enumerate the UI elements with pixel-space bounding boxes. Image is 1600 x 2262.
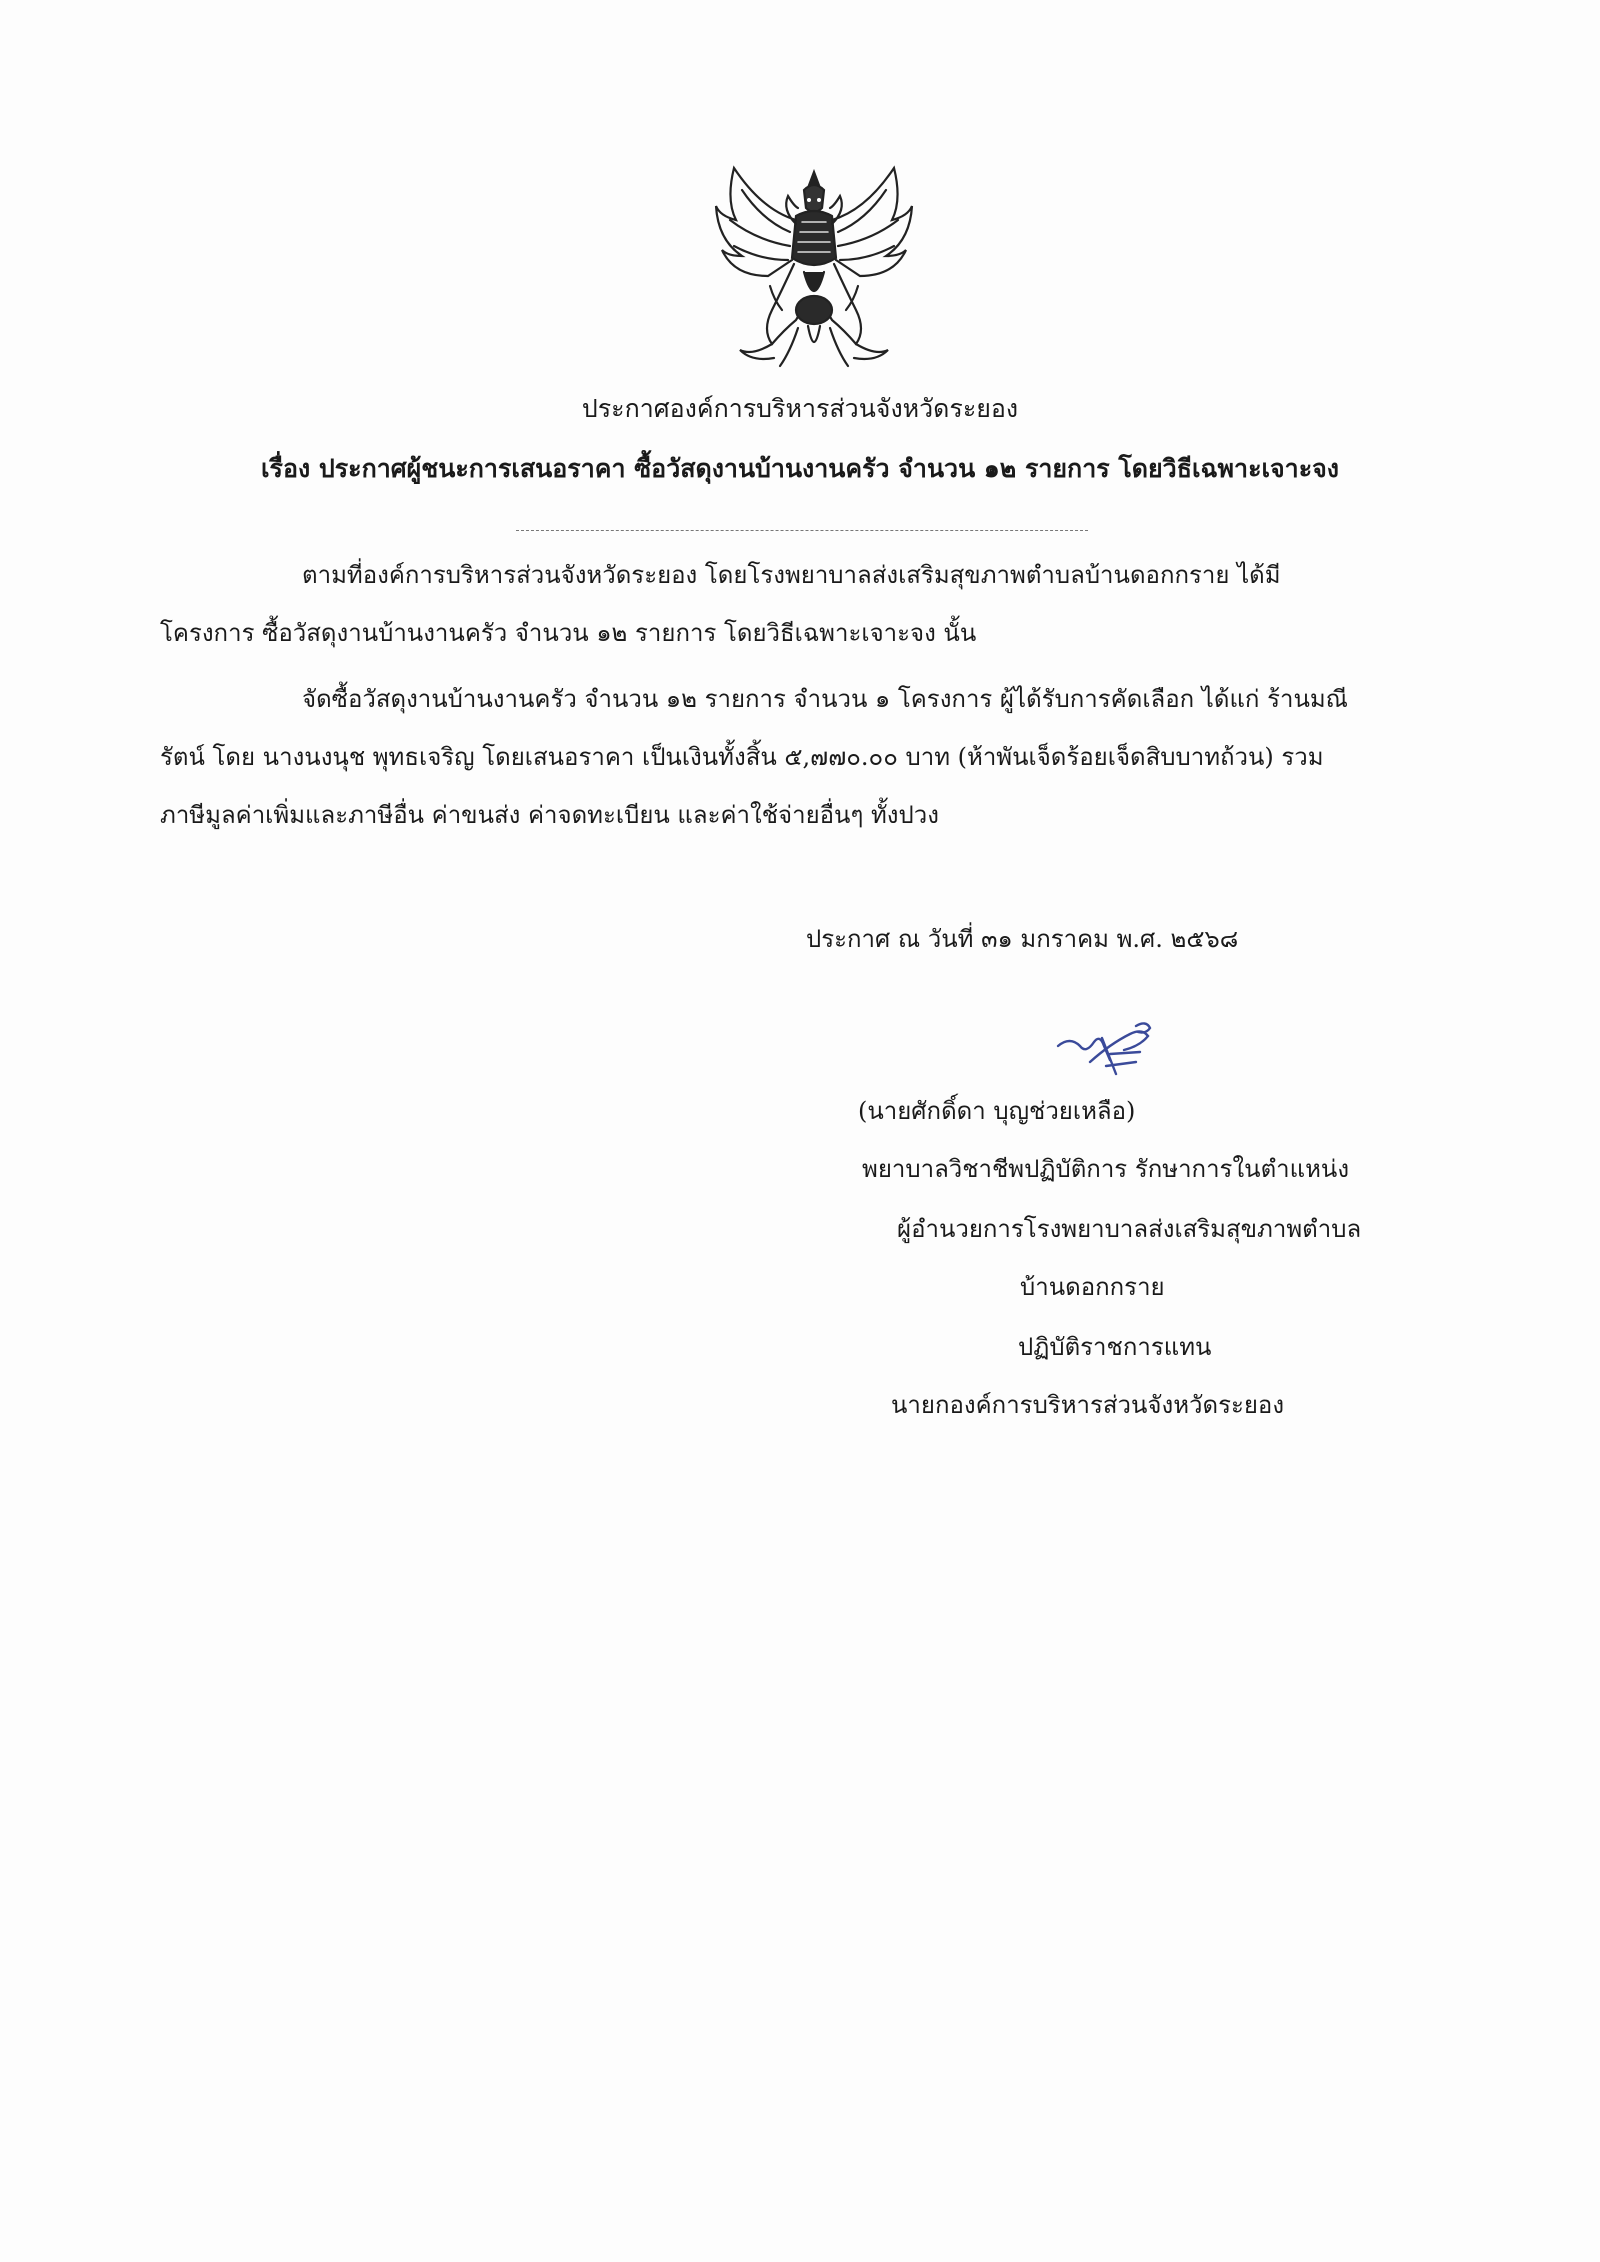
document-subject: เรื่อง ประกาศผู้ชนะการเสนอราคา ซื้อวัสดุงานบ้านงานครัว จำนวน ๑๒ รายการ โดยวิธีเฉพาะเจาะจง [260,454,1340,483]
signatory-name: (นายศักดิ์ดา บุญช่วยเหลือ) [858,1097,1136,1125]
signatory-position-line-2: ผู้อำนวยการโรงพยาบาลส่งเสริมสุขภาพตำบล [897,1215,1362,1243]
signatory-position-line-3: บ้านดอกกราย [1020,1273,1165,1301]
paragraph-2-line-3: ภาษีมูลค่าเพิ่มและภาษีอื่น ค่าขนส่ง ค่าจดทะเบียน และค่าใช้จ่ายอื่นๆ ทั้งปวง [160,801,939,829]
garuda-emblem-icon [712,160,916,370]
paragraph-1-line-2: โครงการ ซื้อวัสดุงานบ้านงานครัว จำนวน ๑๒ รายการ โดยวิธีเฉพาะเจาะจง นั้น [160,619,977,647]
paragraph-1-line-1: ตามที่องค์การบริหารส่วนจังหวัดระยอง โดยโรงพยาบาลส่งเสริมสุขภาพตำบลบ้านดอกกราย ได้มี [302,561,1281,589]
signatory-position-line-4: ปฏิบัติราชการแทน [1018,1333,1212,1361]
document-issuer: ประกาศองค์การบริหารส่วนจังหวัดระยอง [581,394,1019,423]
handwritten-signature-icon [1050,1016,1160,1080]
paragraph-2-line-2: รัตน์ โดย นางนงนุช พุทธเจริญ โดยเสนอราคา เป็นเงินทั้งสิ้น ๕,๗๗๐.๐๐ บาท (ห้าพันเจ็ดร้อยเจ็ดสิบบาทถ้วน) รวม [160,743,1324,771]
paragraph-2-line-1: จัดซื้อวัสดุงานบ้านงานครัว จำนวน ๑๒ รายการ จำนวน ๑ โครงการ ผู้ได้รับการคัดเลือก ได้แก่ ร้านมณี [302,685,1348,713]
divider [516,530,1088,531]
signatory-position-line-5: นายกองค์การบริหารส่วนจังหวัดระยอง [891,1391,1285,1419]
announcement-date: ประกาศ ณ วันที่ ๓๑ มกราคม พ.ศ. ๒๕๖๘ [806,925,1239,953]
signatory-position-line-1: พยาบาลวิชาชีพปฏิบัติการ รักษาการในตำแหน่ง [862,1155,1350,1183]
